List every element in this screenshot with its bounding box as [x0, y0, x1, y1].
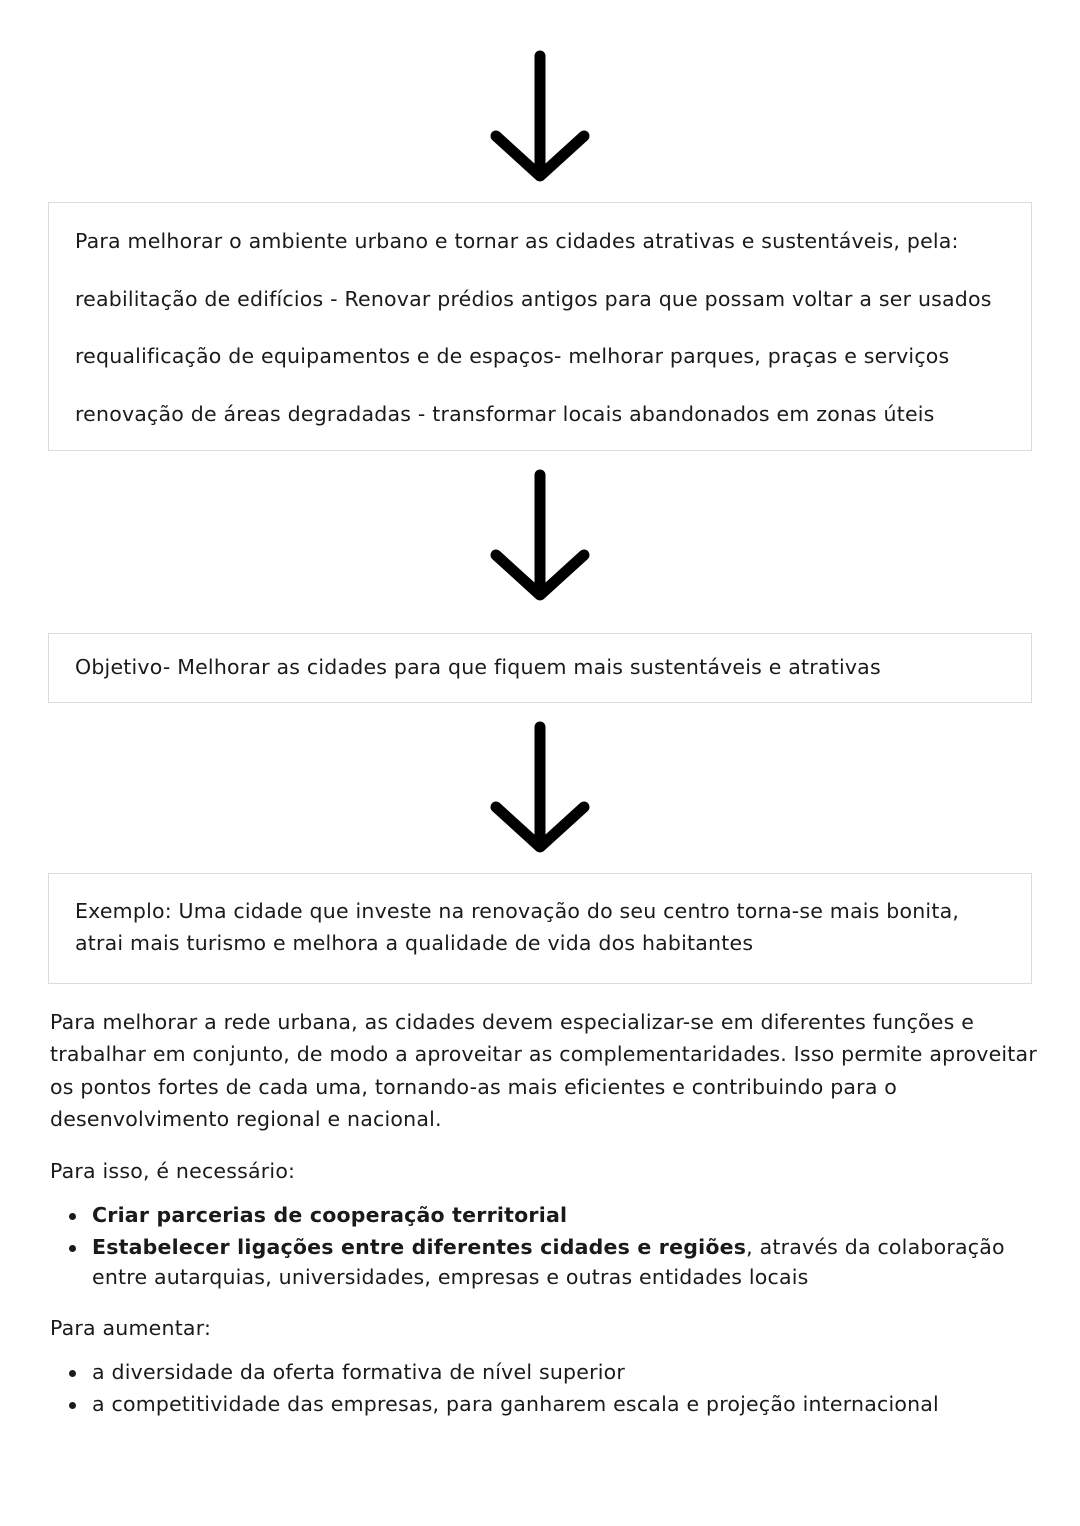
box-exemplo: [48, 873, 1032, 985]
list-item: [92, 1390, 1040, 1420]
arrow-down-2: [0, 469, 1080, 603]
arrow-down-3: [0, 721, 1080, 855]
spacer-arrow2-box2: [0, 603, 1080, 633]
body-content: [40, 1006, 1040, 1420]
box1-line-3: requalificação de equipamentos e de espaços- melhorar parques, praças e serviços: [75, 344, 950, 368]
list-item: [92, 1358, 1040, 1388]
list-necessario: [50, 1201, 1040, 1292]
paragraph-rede-urbana: Para melhorar a rede urbana, as cidades devem especializar-se em diferentes funções e trabalhar em conjunto, de modo a aproveitar as complementaridades. Isso permite aproveitar os pontos fortes de cada uma, tornando-as mais eficientes e contribuindo para o desenvolvimento regional e nacional.: [50, 1010, 1037, 1131]
list-item-rest: a diversidade da oferta formativa de nível superior: [92, 1360, 625, 1385]
list-aumentar: [50, 1358, 1040, 1419]
box2-text: Objetivo- Melhorar as cidades para que fiquem mais sustentáveis e atrativas: [75, 655, 881, 679]
spacer-box3-body: [0, 984, 1080, 1006]
list-item: [92, 1233, 1040, 1292]
arrow-down-1: [0, 50, 1080, 184]
list-item-rest: , através da colaboração entre autarquias, universidades, empresas e outras entidades locais: [92, 1234, 1005, 1289]
spacer-box2-arrow3: [0, 703, 1080, 721]
box1-line-2: reabilitação de edifícios - Renovar prédios antigos para que possam voltar a ser usados: [75, 286, 992, 311]
box3-text: Exemplo: Uma cidade que investe na renovação do seu centro torna-se mais bonita, atrai mais turismo e melhora a qualidade de vida dos habitantes: [75, 898, 960, 955]
arrow-down-icon: [488, 721, 592, 855]
spacer-arrow1-box1: [0, 184, 1080, 202]
list-item-rest: a competitividade das empresas, para ganharem escala e projeção internacional: [92, 1392, 939, 1417]
list-item-bold: Criar parcerias de cooperação territorial: [92, 1203, 568, 1228]
box-objetivo: [48, 633, 1032, 703]
list-item-bold: Estabelecer ligações entre diferentes cidades e regiões: [92, 1234, 747, 1259]
spacer-arrow3-box3: [0, 855, 1080, 873]
list-item: [92, 1201, 1040, 1231]
lead-para-aumentar: Para aumentar:: [50, 1316, 212, 1341]
box1-line-4: renovação de áreas degradadas - transformar locais abandonados em zonas úteis: [75, 401, 935, 426]
spacer-top: [0, 0, 1080, 50]
box-ambiente-urbano: [48, 202, 1032, 451]
box1-line-1: Para melhorar o ambiente urbano e tornar as cidades atrativas e sustentáveis, pela:: [75, 229, 959, 253]
lead-para-isso: Para isso, é necessário:: [50, 1158, 296, 1183]
arrow-down-icon: [488, 50, 592, 184]
spacer-box1-arrow2: [0, 451, 1080, 469]
arrow-down-icon: [488, 469, 592, 603]
